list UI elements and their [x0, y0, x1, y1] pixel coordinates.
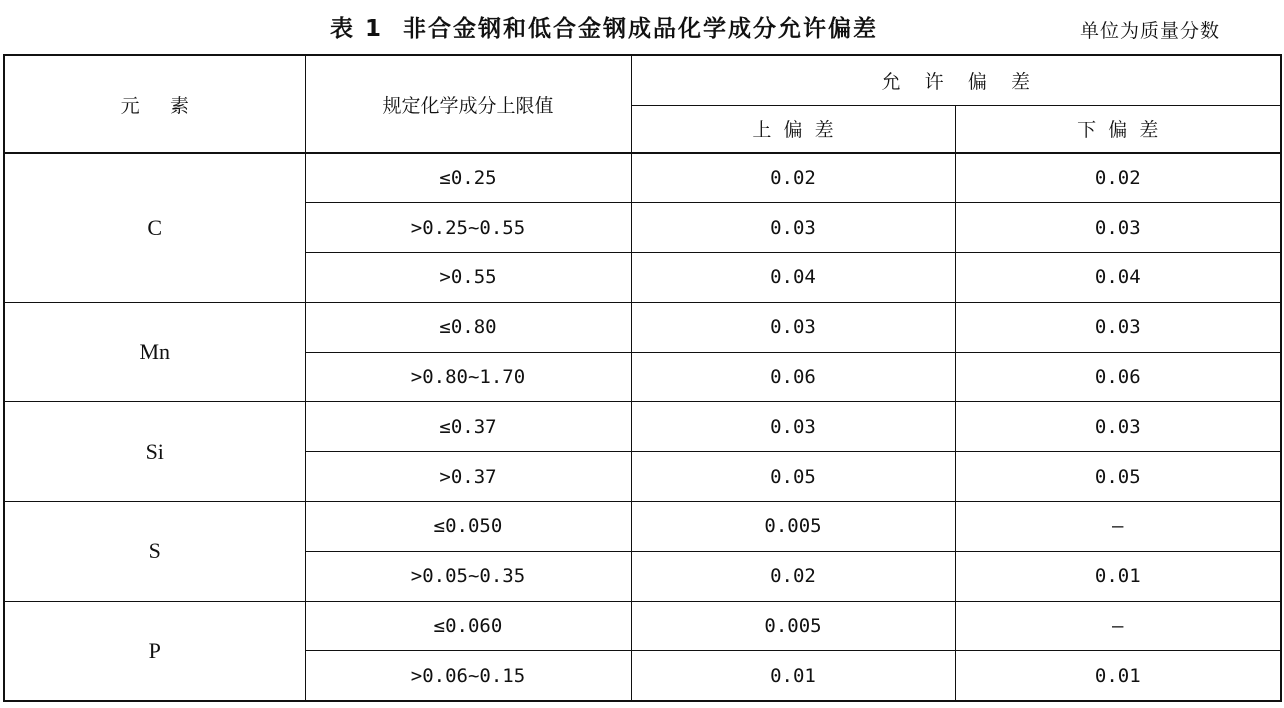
table-row	[4, 153, 1281, 203]
upper-cell: 0.06	[631, 352, 955, 402]
limit-cell: >0.05~0.35	[305, 551, 631, 601]
table-row	[4, 402, 1281, 452]
header-upper: 上 偏 差	[631, 105, 955, 153]
limit-cell: ≤0.25	[305, 153, 631, 203]
upper-cell: 0.03	[631, 302, 955, 352]
lower-cell: 0.05	[955, 452, 1281, 502]
upper-cell: 0.05	[631, 452, 955, 502]
header-limit: 规定化学成分上限值	[305, 55, 631, 153]
table-caption	[0, 0, 1284, 54]
upper-cell: 0.02	[631, 551, 955, 601]
lower-cell: 0.03	[955, 203, 1281, 253]
upper-cell: 0.03	[631, 203, 955, 253]
element-cell: Si	[4, 402, 305, 502]
upper-cell: 0.005	[631, 601, 955, 651]
limit-cell: >0.25~0.55	[305, 203, 631, 253]
limit-cell: ≤0.050	[305, 502, 631, 552]
element-cell: P	[4, 601, 305, 701]
element-cell: Mn	[4, 302, 305, 402]
limit-cell: ≤0.80	[305, 302, 631, 352]
element-cell: S	[4, 502, 305, 602]
table-body	[4, 153, 1281, 701]
element-cell: C	[4, 153, 305, 302]
lower-cell: 0.04	[955, 253, 1281, 303]
lower-cell: 0.02	[955, 153, 1281, 203]
upper-cell: 0.005	[631, 502, 955, 552]
table-row	[4, 502, 1281, 552]
limit-cell: ≤0.060	[305, 601, 631, 651]
table-title: 表 1 非合金钢和低合金钢成品化学成分允许偏差	[330, 16, 879, 42]
lower-cell: 0.01	[955, 651, 1281, 701]
limit-cell: >0.37	[305, 452, 631, 502]
table-row	[4, 601, 1281, 651]
unit-note: 单位为质量分数	[1080, 20, 1221, 42]
upper-cell: 0.04	[631, 253, 955, 303]
lower-cell: 0.03	[955, 302, 1281, 352]
limit-cell: ≤0.37	[305, 402, 631, 452]
limit-cell: >0.80~1.70	[305, 352, 631, 402]
header-tolerance: 允 许 偏 差	[631, 55, 1281, 105]
upper-cell: 0.02	[631, 153, 955, 203]
lower-cell: 0.03	[955, 402, 1281, 452]
table-row	[4, 302, 1281, 352]
limit-cell: >0.06~0.15	[305, 651, 631, 701]
lower-cell: 0.01	[955, 551, 1281, 601]
lower-cell: 0.06	[955, 352, 1281, 402]
lower-cell: —	[955, 502, 1281, 552]
limit-cell: >0.55	[305, 253, 631, 303]
tolerance-table	[3, 54, 1282, 702]
lower-cell: —	[955, 601, 1281, 651]
upper-cell: 0.01	[631, 651, 955, 701]
header-lower: 下 偏 差	[955, 105, 1281, 153]
header-element: 元 素	[4, 55, 305, 153]
upper-cell: 0.03	[631, 402, 955, 452]
